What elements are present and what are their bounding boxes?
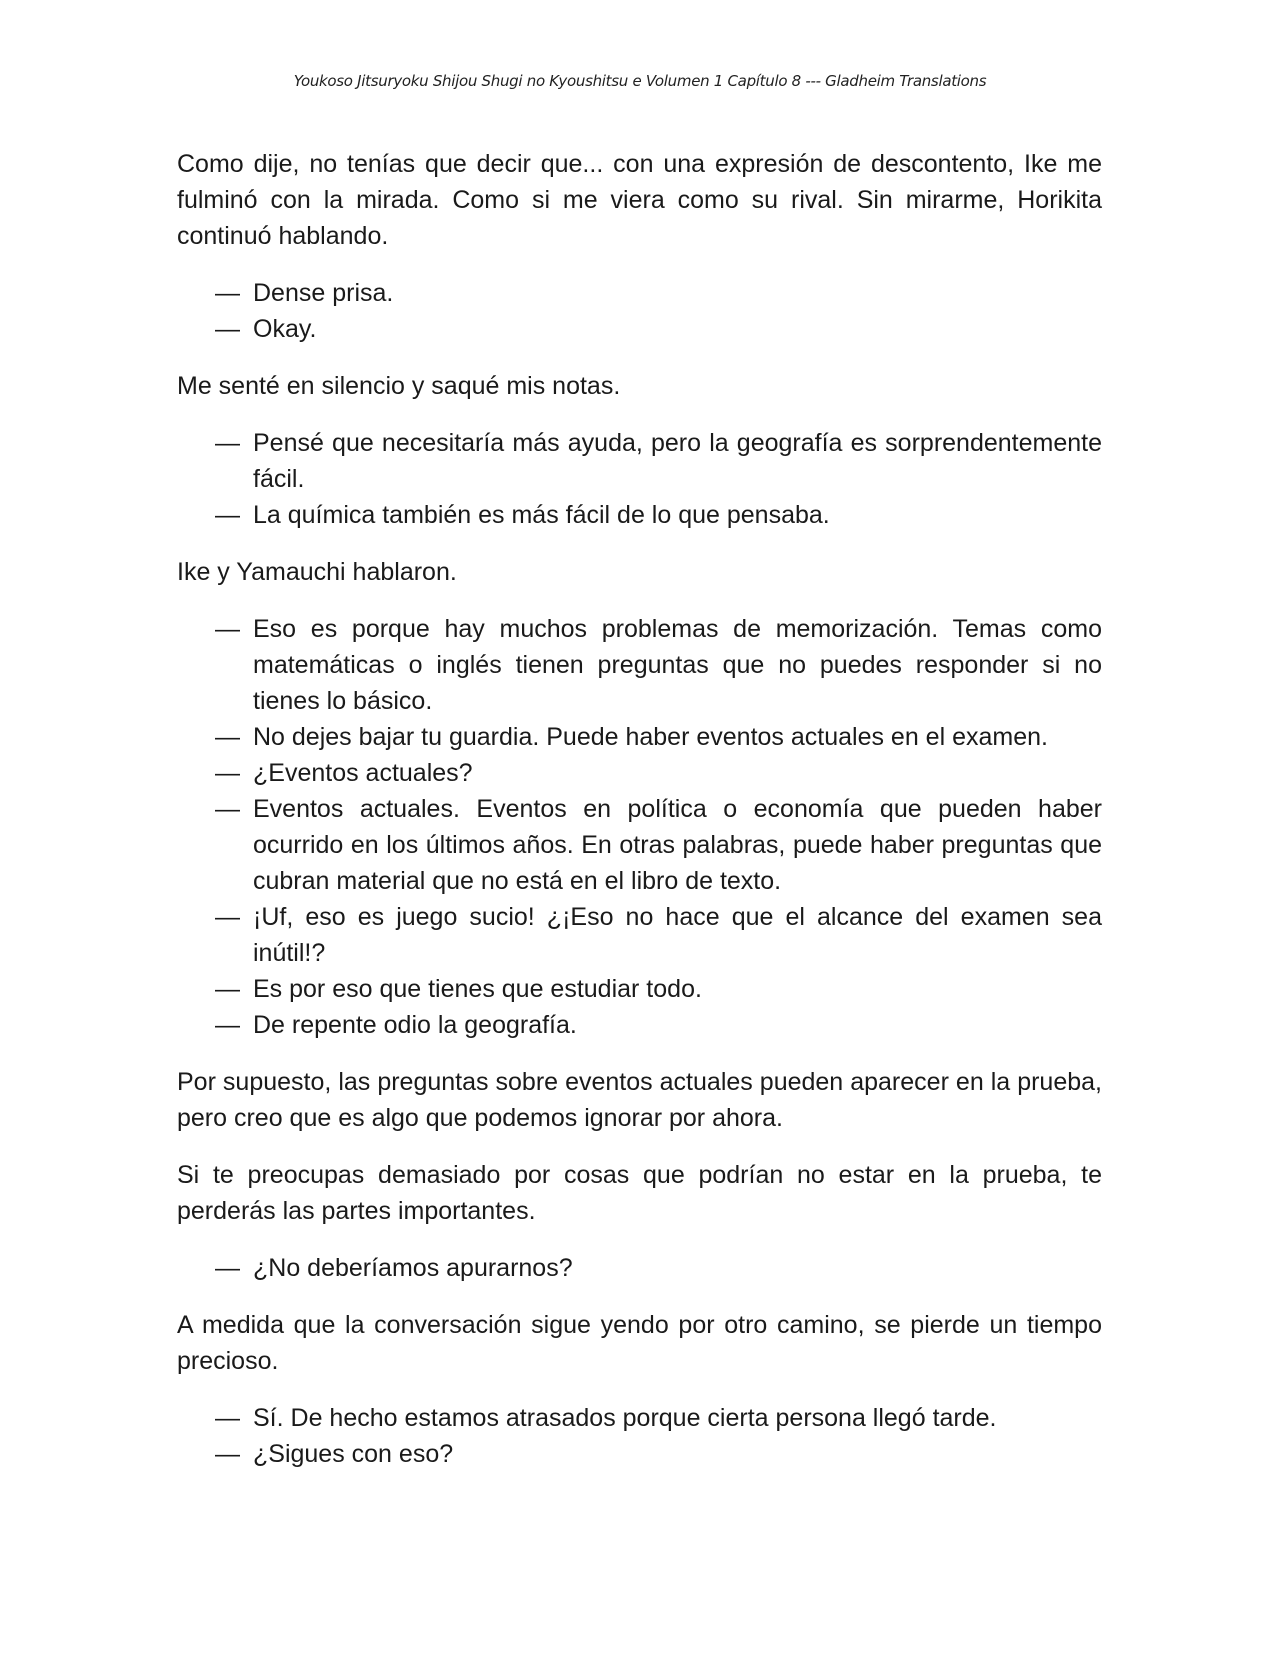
dialogue-line	[177, 971, 1102, 1007]
dialogue-block	[177, 611, 1102, 1043]
em-dash: —	[215, 1011, 240, 1039]
dialogue-line	[177, 275, 1102, 311]
dialogue-text: La química también es más fácil de lo que pensaba.	[253, 501, 830, 529]
dialogue-line	[177, 1007, 1102, 1043]
paragraph: Por supuesto, las preguntas sobre eventos actuales pueden aparecer en la prueba, pero creo que es algo que podemos ignorar por ahora.	[177, 1068, 1102, 1132]
dialogue-block	[177, 1400, 1102, 1472]
dialogue-line	[177, 1400, 1102, 1436]
em-dash: —	[215, 795, 240, 823]
dialogue-line	[177, 425, 1102, 497]
dialogue-text: Okay.	[253, 315, 317, 343]
em-dash: —	[215, 501, 240, 529]
dialogue-line	[177, 1250, 1102, 1286]
em-dash: —	[215, 903, 240, 931]
em-dash: —	[215, 1440, 240, 1468]
dialogue-line	[177, 719, 1102, 755]
dialogue-line	[177, 899, 1102, 971]
em-dash: —	[215, 759, 240, 787]
document-body	[177, 146, 1102, 1493]
dialogue-text: Eso es porque hay muchos problemas de memorización. Temas como matemáticas o inglés tienen preguntas que no puedes responder si no tienes lo básico.	[253, 615, 1102, 715]
dialogue-text: Dense prisa.	[253, 279, 394, 307]
dialogue-line	[177, 497, 1102, 533]
em-dash: —	[215, 1404, 240, 1432]
em-dash: —	[215, 975, 240, 1003]
dialogue-text: Pensé que necesitaría más ayuda, pero la geografía es sorprendentemente fácil.	[253, 429, 1102, 493]
em-dash: —	[215, 315, 240, 343]
paragraph: Como dije, no tenías que decir que... con una expresión de descontento, Ike me fulminó con la mirada. Como si me viera como su rival. Sin mirarme, Horikita continuó hablando.	[177, 150, 1102, 250]
paragraph: Me senté en silencio y saqué mis notas.	[177, 372, 621, 400]
dialogue-block	[177, 425, 1102, 533]
paragraph: Si te preocupas demasiado por cosas que podrían no estar en la prueba, te perderás las partes importantes.	[177, 1161, 1102, 1225]
paragraph: Ike y Yamauchi hablaron.	[177, 558, 457, 586]
dialogue-line	[177, 1436, 1102, 1472]
em-dash: —	[215, 279, 240, 307]
dialogue-block	[177, 275, 1102, 347]
dialogue-text: Eventos actuales. Eventos en política o economía que pueden haber ocurrido en los últimos años. En otras palabras, puede haber preguntas que cubran material que no está en el libro de texto.	[253, 795, 1102, 895]
em-dash: —	[215, 723, 240, 751]
dialogue-text: De repente odio la geografía.	[253, 1011, 577, 1039]
dialogue-text: No dejes bajar tu guardia. Puede haber eventos actuales en el examen.	[253, 723, 1048, 751]
dialogue-text: ¡Uf, eso es juego sucio! ¿¡Eso no hace que el alcance del examen sea inútil!?	[253, 903, 1102, 967]
em-dash: —	[215, 429, 240, 457]
dialogue-line	[177, 791, 1102, 899]
dialogue-text: Sí. De hecho estamos atrasados porque cierta persona llegó tarde.	[253, 1404, 997, 1432]
em-dash: —	[215, 1254, 240, 1282]
dialogue-text: ¿No deberíamos apurarnos?	[253, 1254, 573, 1282]
dialogue-line	[177, 611, 1102, 719]
em-dash: —	[215, 615, 240, 643]
paragraph: A medida que la conversación sigue yendo por otro camino, se pierde un tiempo precioso.	[177, 1311, 1102, 1375]
dialogue-line	[177, 755, 1102, 791]
dialogue-text: ¿Eventos actuales?	[253, 759, 473, 787]
dialogue-text: ¿Sigues con eso?	[253, 1440, 454, 1468]
dialogue-text: Es por eso que tienes que estudiar todo.	[253, 975, 702, 1003]
dialogue-line	[177, 311, 1102, 347]
dialogue-block	[177, 1250, 1102, 1286]
running-header: Youkoso Jitsuryoku Shijou Shugi no Kyoushitsu e Volumen 1 Capítulo 8 --- Gladheim Translations	[293, 72, 987, 90]
